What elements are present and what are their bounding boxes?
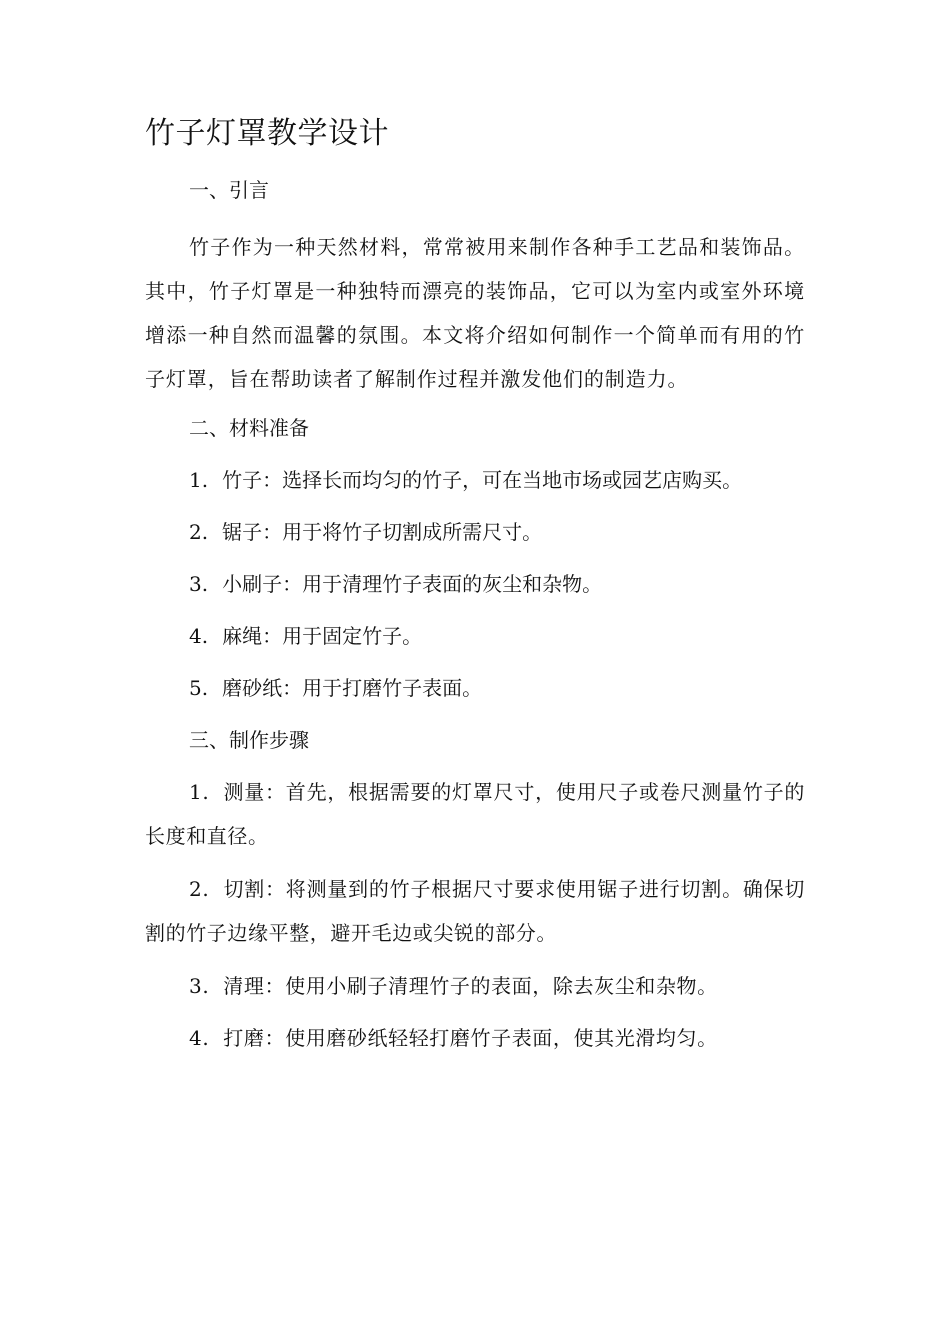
step-number: 1. (189, 780, 210, 804)
list-item-number: 3. (189, 572, 209, 596)
list-item-number: 4. (189, 624, 209, 648)
step-number: 3. (189, 974, 210, 998)
list-item-text: 磨砂纸：用于打磨竹子表面。 (222, 676, 483, 700)
section-heading-steps: 三、制作步骤 (189, 728, 309, 752)
document-title: 竹子灯罩教学设计 (145, 116, 389, 151)
list-item (145, 515, 805, 549)
intro-paragraph: 竹子作为一种天然材料，常常被用来制作各种手工艺品和装饰品。其中，竹子灯罩是一种独特而漂亮的装饰品，它可以为室内或室外环境增添一种自然而温馨的氛围。本文将介绍如何制作一个简单而有用的竹子灯罩，旨在帮助读者了解制作过程并激发他们的制造力。 (145, 235, 805, 391)
list-item-number: 2. (189, 520, 209, 544)
step-text: 切割：将测量到的竹子根据尺寸要求使用锯子进行切割。确保切割的竹子边缘平整，避开毛边或尖锐的部分。 (145, 877, 805, 945)
document-body (145, 112, 805, 1060)
section-heading-intro: 一、引言 (189, 178, 269, 202)
step-number: 4. (189, 1026, 210, 1050)
list-item-text: 竹子：选择长而均匀的竹子，可在当地市场或园艺店购买。 (222, 468, 743, 492)
step-item (145, 964, 805, 1008)
list-item (145, 619, 805, 653)
step-item (145, 867, 805, 955)
list-item (145, 463, 805, 497)
list-item (145, 671, 805, 705)
step-number: 2. (189, 877, 210, 901)
step-text: 打磨：使用磨砂纸轻轻打磨竹子表面，使其光滑均匀。 (223, 1026, 718, 1050)
list-item (145, 567, 805, 601)
section-heading-materials: 二、材料准备 (189, 416, 309, 440)
step-text: 清理：使用小刷子清理竹子的表面，除去灰尘和杂物。 (223, 974, 718, 998)
list-item-text: 锯子：用于将竹子切割成所需尺寸。 (222, 520, 543, 544)
list-item-text: 麻绳：用于固定竹子。 (222, 624, 423, 648)
list-item-text: 小刷子：用于清理竹子表面的灰尘和杂物。 (222, 572, 603, 596)
list-item-number: 5. (189, 676, 209, 700)
step-item (145, 770, 805, 858)
list-item-number: 1. (189, 468, 209, 492)
step-text: 测量：首先，根据需要的灯罩尺寸，使用尺子或卷尺测量竹子的长度和直径。 (145, 780, 805, 848)
step-item (145, 1016, 805, 1060)
